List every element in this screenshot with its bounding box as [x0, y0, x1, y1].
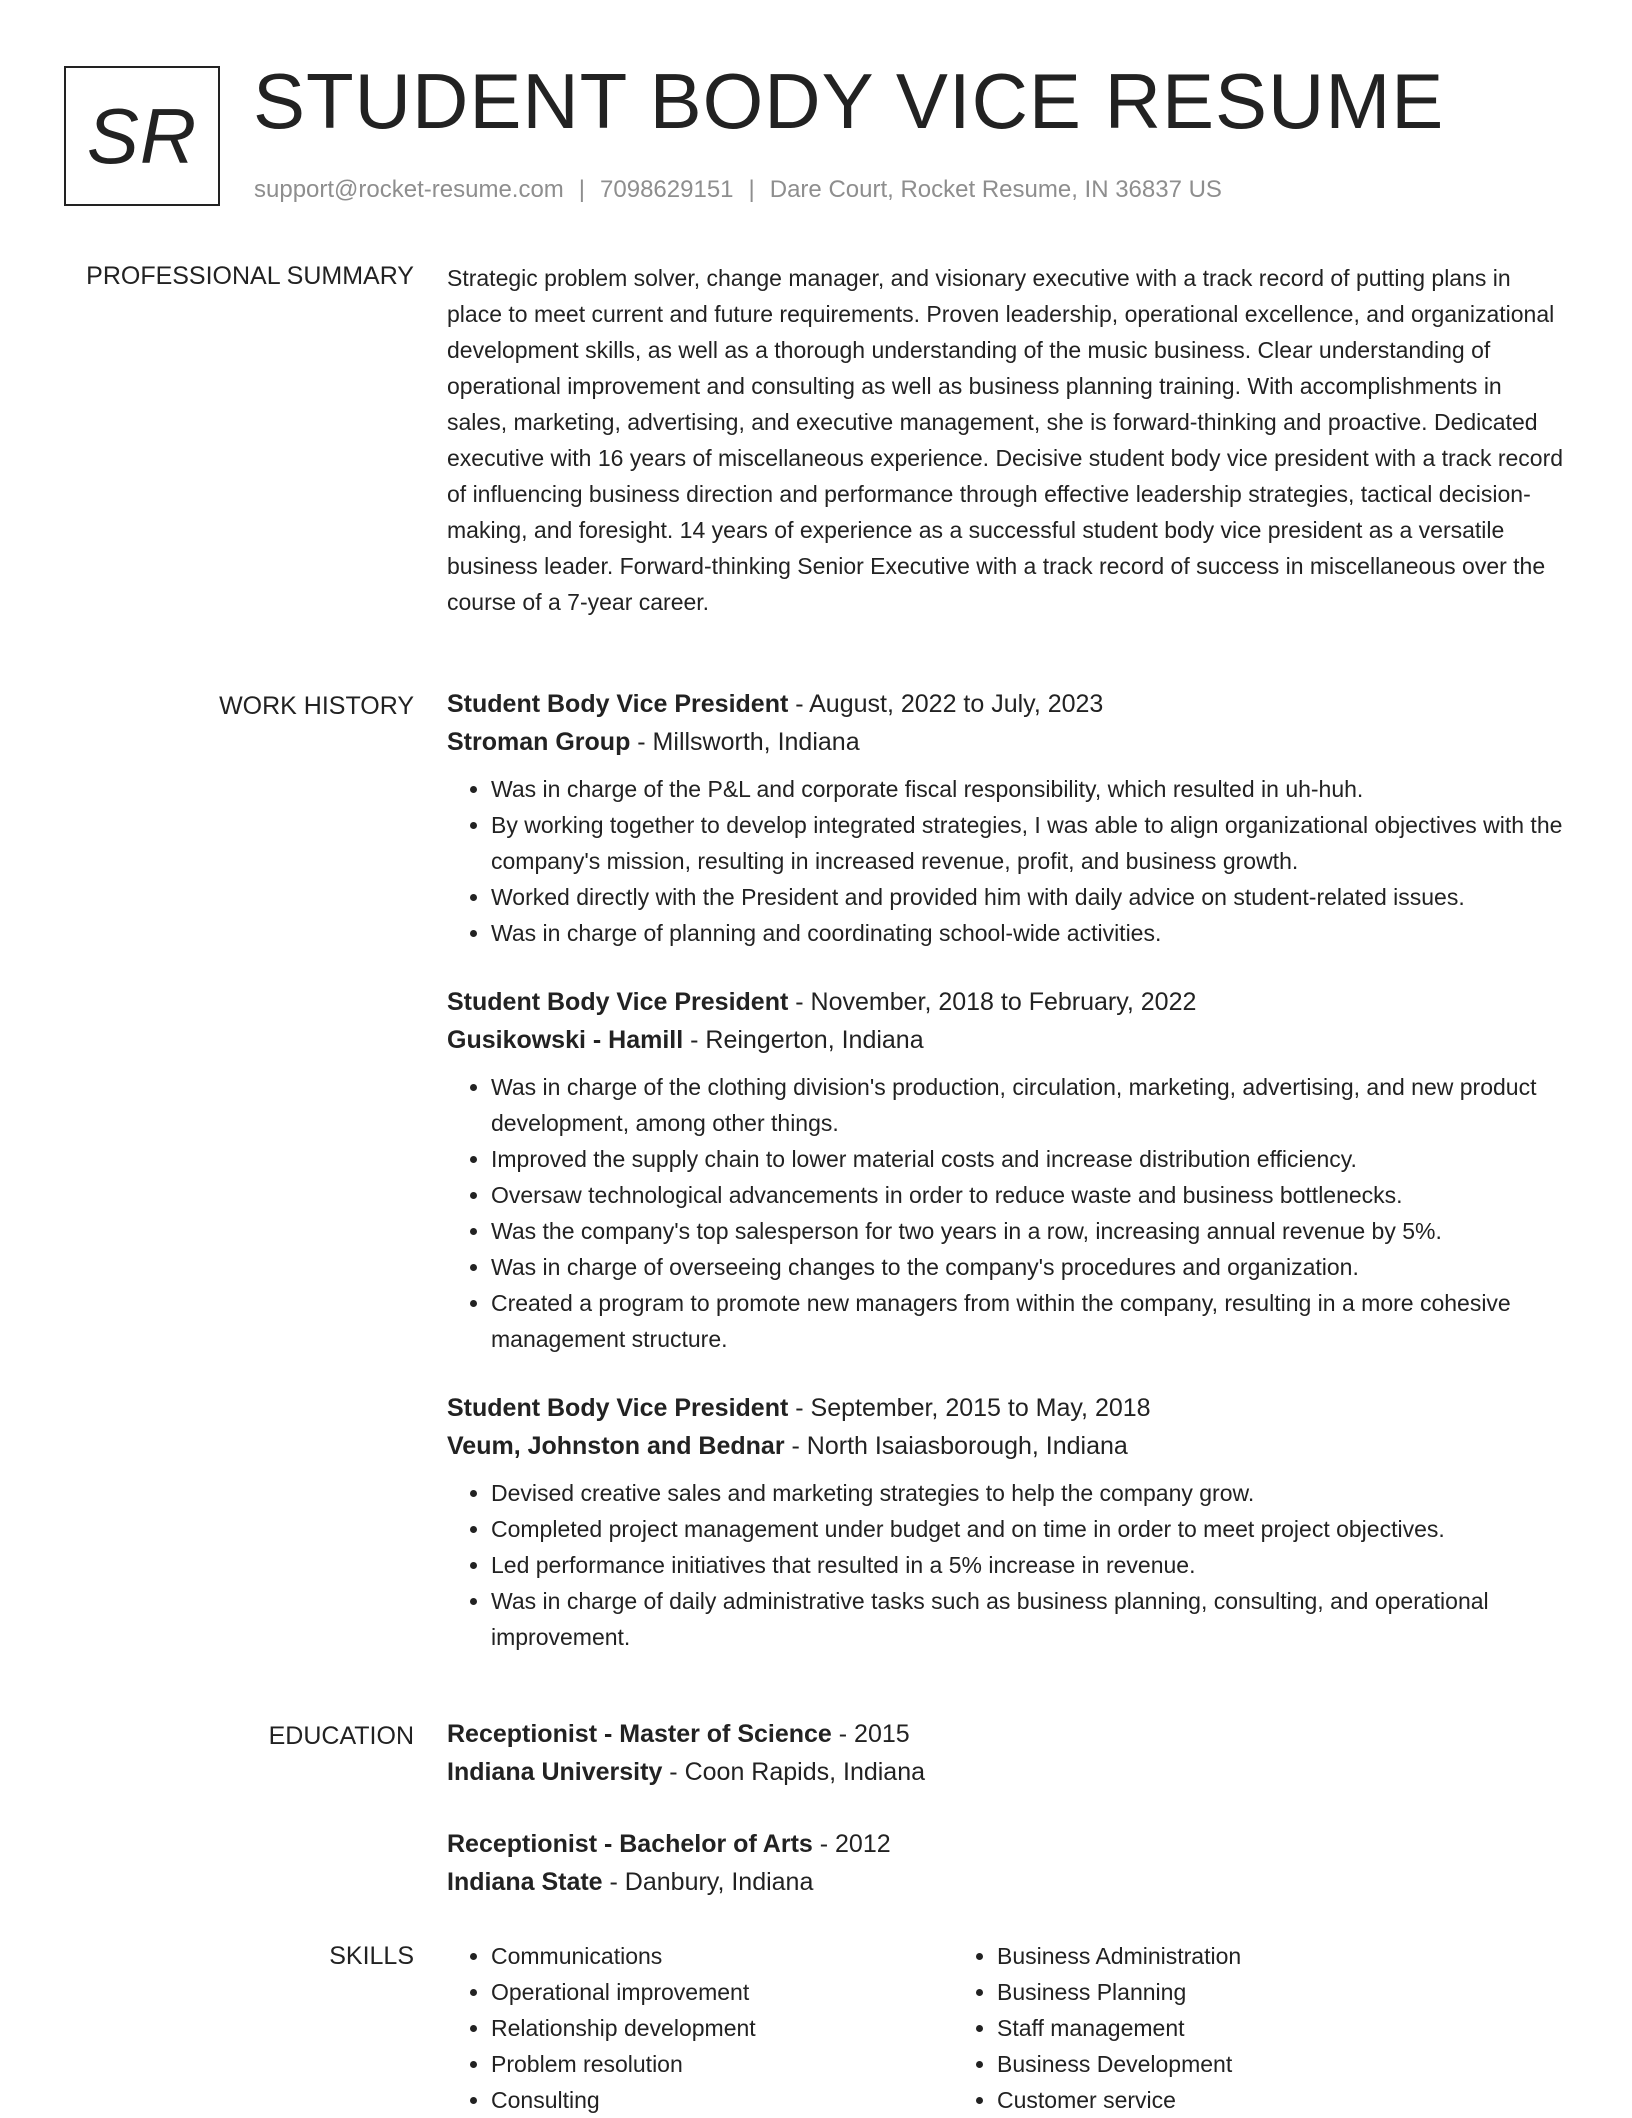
job-entry	[447, 1389, 1567, 1655]
job-location: - Millsworth, Indiana	[630, 728, 860, 756]
job-title: Student Body Vice President	[447, 690, 789, 718]
contact-separator: |	[748, 176, 755, 203]
school-line	[447, 1863, 1567, 1901]
job-company-line	[447, 723, 1567, 761]
skill-item: • Staff management	[997, 2010, 1513, 2046]
section-label-skills: SKILLS	[329, 1942, 414, 1970]
degree-line	[447, 1825, 1567, 1863]
job-title-line	[447, 1389, 1567, 1427]
job-dates: - August, 2022 to July, 2023	[788, 690, 1104, 718]
job-bullet: • Was in charge of daily administrative tasks such as business planning, consulting, and operational improvement.	[491, 1583, 1567, 1655]
skill-item: • Communications	[491, 1938, 953, 1974]
skill-item: • Customer service	[997, 2082, 1513, 2118]
job-title: Student Body Vice President	[447, 988, 789, 1016]
job-company-line	[447, 1427, 1567, 1465]
job-bullets	[447, 771, 1567, 951]
job-bullet: • Led performance initiatives that resulted in a 5% increase in revenue.	[491, 1547, 1567, 1583]
skill-item: • Problem resolution	[491, 2046, 953, 2082]
job-bullet: • Worked directly with the President and provided him with daily advice on student-related issues.	[491, 879, 1567, 915]
skill-item: • Operational improvement	[491, 1974, 953, 2010]
job-location: - Reingerton, Indiana	[683, 1026, 924, 1054]
job-entry	[447, 685, 1567, 951]
contact-email[interactable]: support@rocket-resume.com	[254, 176, 564, 203]
job-company: Veum, Johnston and Bednar	[447, 1432, 785, 1460]
education-list	[447, 1715, 1567, 1935]
section-label-summary: PROFESSIONAL SUMMARY	[86, 262, 414, 290]
job-bullet: • Created a program to promote new managers from within the company, resulting in a more cohesive management structure.	[491, 1285, 1567, 1357]
education-entry	[447, 1825, 1567, 1901]
job-bullet: • Was in charge of the P&L and corporate fiscal responsibility, which resulted in uh-huh.	[491, 771, 1567, 807]
job-bullet: • Oversaw technological advancements in order to reduce waste and business bottlenecks.	[491, 1177, 1567, 1213]
school: Indiana University	[447, 1758, 663, 1786]
degree-year: - 2012	[812, 1830, 891, 1858]
job-dates: - September, 2015 to May, 2018	[788, 1394, 1151, 1422]
job-bullets	[447, 1475, 1567, 1655]
school-location: - Coon Rapids, Indiana	[662, 1758, 926, 1786]
section-label-education: EDUCATION	[268, 1722, 414, 1750]
skill-item: • Consulting	[491, 2082, 953, 2118]
job-bullet: • Was in charge of overseeing changes to the company's procedures and organization.	[491, 1249, 1567, 1285]
skill-item: • Business Development	[997, 2046, 1513, 2082]
skill-item: • Business Administration	[997, 1938, 1513, 1974]
contact-line	[254, 176, 1222, 204]
job-bullet: • By working together to develop integrated strategies, I was able to align organizational objectives with the company's mission, resulting in increased revenue, profit, and business growth.	[491, 807, 1567, 879]
education-entry	[447, 1715, 1567, 1791]
summary-text: Strategic problem solver, change manager, and visionary executive with a track record of putting plans in place to meet current and future requirements. Proven leadership, operational excellence, and organizational development skills, as well as a thorough understanding of the music business. Clear understanding of operational improvement and consulting as well as business planning training. With accomplishments in sales, marketing, advertising, and executive management, she is forward-thinking and proactive. Dedicated executive with 16 years of miscellaneous experience. Decisive student body vice president with a track record of influencing business direction and performance through effective leadership strategies, tactical decision-making, and foresight. 14 years of experience as a successful student body vice president as a versatile business leader. Forward-thinking Senior Executive with a track record of success in miscellaneous over the course of a 7-year career.	[447, 265, 1564, 615]
resume-title: STUDENT BODY VICE RESUME	[253, 57, 1445, 145]
school: Indiana State	[447, 1868, 603, 1896]
contact-address: Dare Court, Rocket Resume, IN 36837 US	[769, 176, 1222, 203]
skills-columns	[447, 1938, 1567, 2118]
job-bullet: • Improved the supply chain to lower material costs and increase distribution efficiency.	[491, 1141, 1567, 1177]
job-bullet: • Devised creative sales and marketing strategies to help the company grow.	[491, 1475, 1567, 1511]
job-company-line	[447, 1021, 1567, 1059]
job-company: Stroman Group	[447, 728, 631, 756]
degree-line	[447, 1715, 1567, 1753]
monogram-initials: SR	[86, 91, 198, 180]
skill-item: • Business Planning	[997, 1974, 1513, 2010]
skills-list-left	[447, 1938, 953, 2118]
job-entry	[447, 983, 1567, 1357]
job-bullets	[447, 1069, 1567, 1357]
job-dates: - November, 2018 to February, 2022	[788, 988, 1197, 1016]
job-company: Gusikowski - Hamill	[447, 1026, 684, 1054]
degree-year: - 2015	[831, 1720, 910, 1748]
job-location: - North Isaiasborough, Indiana	[784, 1432, 1128, 1460]
job-title-line	[447, 983, 1567, 1021]
skill-item: • Relationship development	[491, 2010, 953, 2046]
job-bullet: • Was in charge of planning and coordinating school-wide activities.	[491, 915, 1567, 951]
job-bullet: • Was the company's top salesperson for two years in a row, increasing annual revenue by 5%.	[491, 1213, 1567, 1249]
skills-list-right	[953, 1938, 1513, 2118]
school-location: - Danbury, Indiana	[602, 1868, 814, 1896]
degree: Receptionist - Bachelor of Arts	[447, 1830, 813, 1858]
job-title-line	[447, 685, 1567, 723]
school-line	[447, 1753, 1567, 1791]
job-bullet: • Was in charge of the clothing division's production, circulation, marketing, advertising, and new product development, among other things.	[491, 1069, 1567, 1141]
job-title: Student Body Vice President	[447, 1394, 789, 1422]
section-label-work-history: WORK HISTORY	[219, 692, 414, 720]
monogram-badge	[64, 66, 220, 206]
contact-phone[interactable]: 7098629151	[600, 176, 734, 203]
contact-separator: |	[578, 176, 586, 203]
job-bullet: • Completed project management under budget and on time in order to meet project objectives.	[491, 1511, 1567, 1547]
degree: Receptionist - Master of Science	[447, 1720, 832, 1748]
work-history-list	[447, 685, 1567, 1687]
